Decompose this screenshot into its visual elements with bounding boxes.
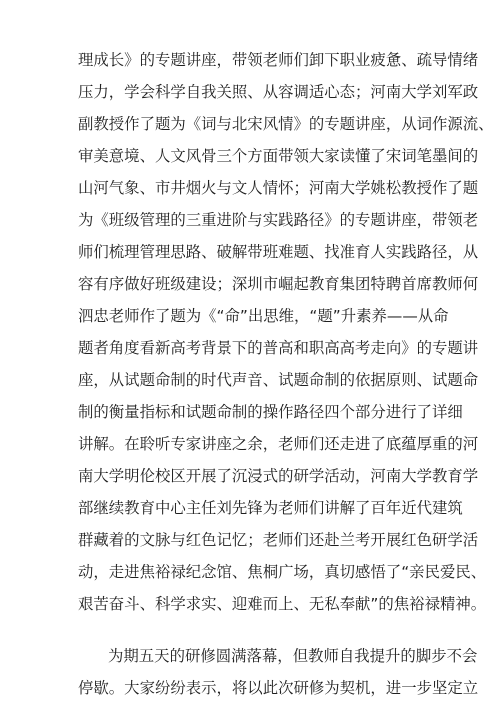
- text-line: 停歇。大家纷纷表示，将以此次研修为契机，进一步坚定立: [78, 679, 479, 697]
- text-line: 容有序做好班级建设；深圳市崛起教育集团特聘首席教师何: [78, 275, 479, 293]
- paragraph-first-line: 为期五天的研修圆满落幕，但教师自我提升的脚步不会: [108, 647, 478, 665]
- text-line: 座，从试题命制的时代声音、试题命制的依据原则、试题命: [78, 371, 479, 389]
- text-line: 审美意境、人文风骨三个方面带领大家读懂了宋词笔墨间的: [78, 147, 479, 165]
- text-line: 师们梳理管理思路、破解带班难题、找准育人实践路径，从: [78, 243, 479, 261]
- text-line: 理成长》的专题讲座，带领老师们卸下职业疲惫、疏导情绪: [78, 51, 479, 69]
- text-line: 为《班级管理的三重进阶与实践路径》的专题讲座，带领老: [78, 211, 479, 229]
- text-line: 压力，学会科学自我关照、从容调适心态；河南大学刘军政: [78, 83, 479, 101]
- text-line: 题者角度看新高考背景下的普高和职高高考走向》的专题讲: [78, 339, 479, 357]
- text-line: 制的衡量指标和试题命制的操作路径四个部分进行了详细: [78, 403, 463, 421]
- text-line: 动，走进焦裕禄纪念馆、焦桐广场，真切感悟了“亲民爱民、: [78, 563, 487, 581]
- text-line: 副教授作了题为《词与北宋风情》的专题讲座，从词作源流、: [78, 115, 494, 133]
- text-line: 讲解。在聆听专家讲座之余，老师们还走进了底蕴厚重的河: [78, 435, 479, 453]
- text-line: 山河气象、市井烟火与文人情怀；河南大学姚松教授作了题: [78, 179, 479, 197]
- text-line: 部继续教育中心主任刘先锋为老师们讲解了百年近代建筑: [78, 499, 463, 517]
- text-line: 群藏着的文脉与红色记忆；老师们还赴兰考开展红色研学活: [78, 531, 479, 549]
- text-line: 艰苦奋斗、科学求实、迎难而上、无私奉献”的焦裕禄精神。: [78, 595, 487, 613]
- text-line: 泗忠老师作了题为《“命”出思维，“题”升素养——从命: [78, 307, 449, 325]
- text-line: 南大学明伦校区开展了沉浸式的研学活动，河南大学教育学: [78, 467, 479, 485]
